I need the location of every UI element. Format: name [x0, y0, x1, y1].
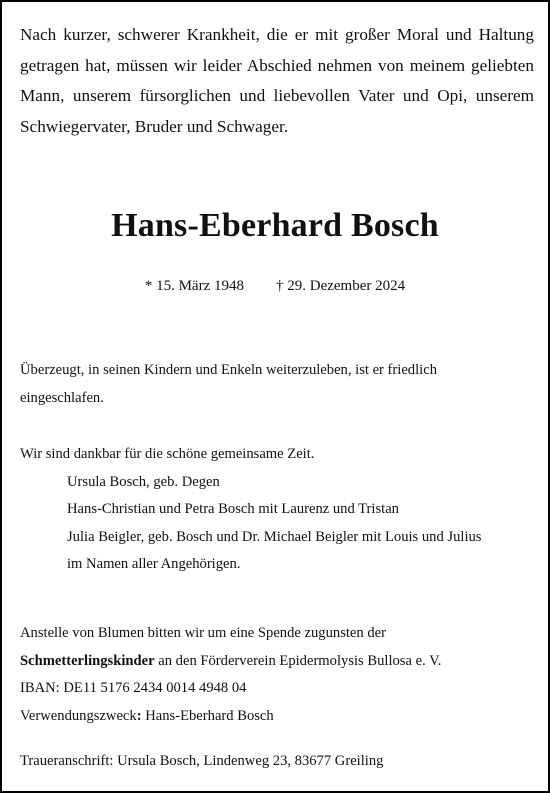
birth-date: * 15. März 1948	[144, 278, 244, 294]
donation-section	[20, 620, 532, 730]
faith-paragraph	[20, 357, 532, 412]
faith-line: eingeschlafen.	[20, 389, 104, 406]
mourning-address: Traueranschrift: Ursula Bosch, Lindenweg 23, 83677 Greiling	[20, 753, 384, 769]
donation-org-rest: an den Förderverein Epidermolysis Bullosa e. V.	[154, 652, 442, 669]
mourner-line: Julia Beigler, geb. Bosch und Dr. Michael Beigler mit Louis und Julius	[67, 528, 482, 545]
faith-line: Überzeugt, in seinen Kindern und Enkeln weiterzuleben, ist er friedlich	[20, 362, 437, 378]
thanks-line: Wir sind dankbar für die schöne gemeinsame Zeit.	[20, 446, 315, 462]
donation-purpose	[20, 703, 532, 731]
purpose-value: Hans-Eberhard Bosch	[141, 707, 274, 724]
donation-iban: IBAN: DE11 5176 2434 0014 4948 04	[20, 680, 247, 696]
purpose-colon: :	[136, 707, 142, 724]
donation-line: Anstelle von Blumen bitten wir um eine Spende zugunsten der	[20, 625, 386, 641]
intro-paragraph: Nach kurzer, schwerer Krankheit, die er mit großer Moral und Haltung getragen hat, müssen wir leider Abschied nehmen von meinem geliebten Mann, unserem fürsorglichen und liebevollen Vater und Opi, unserem Schwiegervater, Bruder und Schwager.	[20, 25, 534, 136]
donation-org-name: Schmetterlingskinder	[20, 652, 155, 669]
mourner-line: Ursula Bosch, geb. Degen	[67, 473, 220, 490]
thanks-section	[20, 441, 532, 579]
mourner-line: im Namen aller Angehörigen.	[67, 556, 241, 572]
donation-org-line	[20, 648, 532, 676]
purpose-label: Verwendungszweck	[20, 707, 137, 724]
mourner-line: Hans-Christian und Petra Bosch mit Laurenz und Tristan	[67, 501, 399, 517]
deceased-name: Hans-Eberhard Bosch	[111, 207, 439, 244]
life-dates	[2, 278, 548, 295]
death-date: † 29. Dezember 2024	[276, 278, 406, 294]
